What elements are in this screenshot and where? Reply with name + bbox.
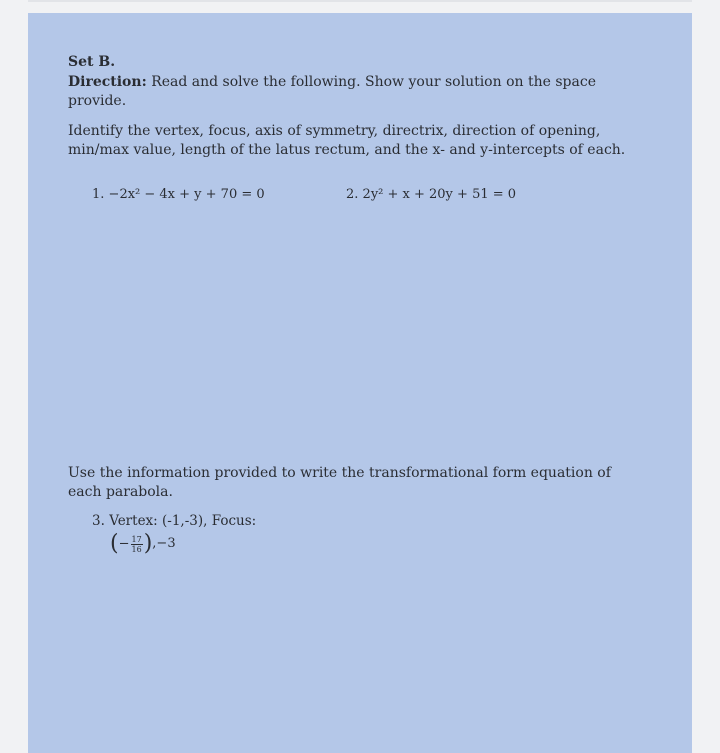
focus-fraction [131,535,143,554]
problem-2-equation: 2y² + x + 20y + 51 = 0 [362,187,517,202]
problem-1-number: 1. [92,187,105,202]
worksheet-content [68,53,648,160]
problem-1 [92,187,265,203]
worksheet-panel [28,13,692,753]
focus-numerator: 17 [131,534,142,544]
focus-sign: − [118,536,130,552]
top-divider [28,0,692,2]
part2-instructions: Use the information provided to write the transformational form equation of each parabola. [68,465,611,500]
direction [68,73,648,111]
problem-3 [92,513,256,529]
part1-instructions: Identify the vertex, focus, axis of symmetry, directrix, direction of opening, min/max value, length of the latus rectum, and the x- and y-intercepts of each. [68,123,626,158]
problem-3-focus [110,533,176,555]
focus-comma: , [152,536,157,551]
problem-2 [346,187,516,203]
focus-second: −3 [156,536,176,551]
focus-open-paren: ( [110,531,119,556]
direction-label: Direction: [68,74,147,90]
focus-close-paren: ) [143,531,153,556]
problem-2-number: 2. [346,187,359,202]
direction-text: Read and solve the following. Show your solution on the space provide. [68,74,596,109]
problem-1-equation: −2x² − 4x + y + 70 = 0 [108,187,265,202]
focus-denominator: 16 [131,544,142,554]
set-title: Set B. [68,54,116,70]
problem-3-text: Vertex: (-1,-3), Focus: [109,513,257,529]
problem-3-number: 3. [92,513,105,529]
